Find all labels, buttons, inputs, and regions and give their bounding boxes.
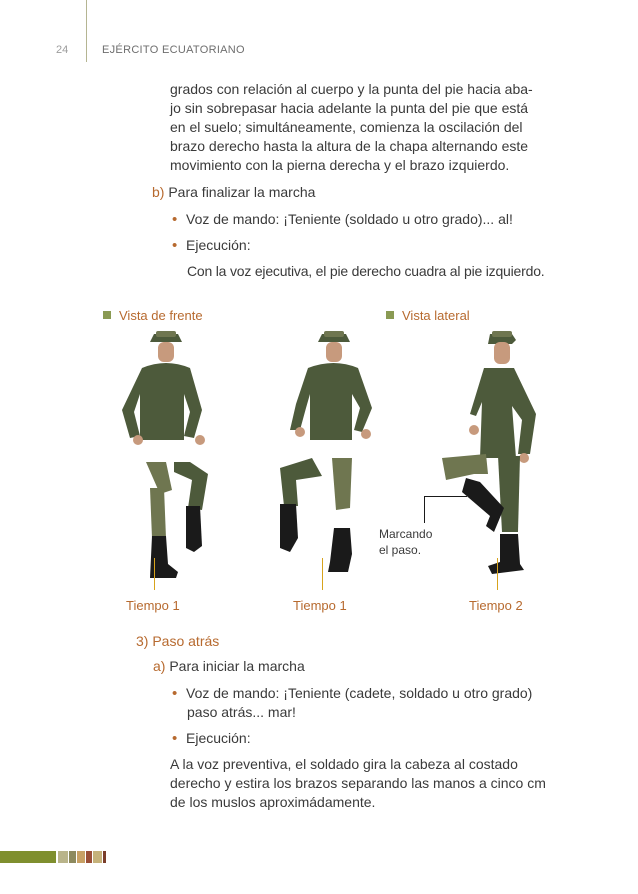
section-3-marker: 3)	[136, 633, 149, 649]
footer-bar-segment	[77, 851, 85, 863]
caption-time-1-b: Tiempo 1	[293, 598, 347, 613]
section-3a-bullet-2	[172, 729, 251, 748]
caption-time-1-a: Tiempo 1	[126, 598, 180, 613]
caption-time-2: Tiempo 2	[469, 598, 523, 613]
step-marker-note	[379, 526, 432, 558]
intro-line: grados con relación al cuerpo y la punta del pie hacia aba-	[170, 81, 533, 97]
header-divider	[86, 0, 87, 62]
section-b-text: Para finalizar la marcha	[168, 184, 316, 200]
intro-line: brazo derecho hasta la altura de la chapa alternando este	[170, 138, 529, 154]
running-header: EJÉRCITO ECUATORIANO	[102, 44, 245, 56]
paragraph-line: A la voz preventiva, el soldado gira la cabeza al costado	[170, 756, 518, 772]
square-bullet-icon	[386, 311, 394, 319]
bullet-text-continued: paso atrás... mar!	[187, 704, 296, 720]
section-b-marker: b)	[152, 184, 165, 200]
paragraph-line: de los muslos aproximádamente.	[170, 794, 376, 810]
soldier-side-figure	[440, 328, 550, 584]
step-marker-connector	[424, 496, 467, 523]
page-number: 24	[56, 44, 69, 56]
soldier-front-figure-1	[120, 328, 220, 584]
footer-bar-segment	[103, 851, 106, 863]
intro-paragraph	[170, 80, 533, 175]
section-3a-bullet-1	[172, 684, 532, 722]
footer-bar-segment	[69, 851, 76, 863]
bullet-text: Voz de mando: ¡Teniente (cadete, soldado u otro grado)	[186, 685, 533, 701]
side-view-label: Vista lateral	[386, 308, 470, 323]
square-bullet-icon	[103, 311, 111, 319]
bullet-text: Voz de mando: ¡Teniente (soldado u otro grado)... al!	[186, 211, 513, 227]
section-3a-paragraph	[170, 755, 546, 812]
bullet-icon: •	[172, 211, 178, 228]
footer-bar-segment	[86, 851, 92, 863]
section-3a-text: Para iniciar la marcha	[169, 658, 305, 674]
bullet-text: Ejecución:	[186, 237, 251, 253]
caption-tick	[322, 558, 323, 590]
front-view-label: Vista de frente	[103, 308, 203, 323]
section-3-heading	[136, 632, 219, 651]
soldier-front-figure-2	[270, 328, 380, 584]
section-b-execution: Con la voz ejecutiva, el pie derecho cuadra al pie izquierdo.	[187, 263, 545, 279]
section-b-heading	[152, 183, 315, 202]
section-3-title: Paso atrás	[152, 633, 220, 649]
paragraph-line: derecho y estira los brazos separando las manos a cinco cm	[170, 775, 546, 791]
intro-line: movimiento con la pierna derecha y el brazo izquierdo.	[170, 157, 510, 173]
section-b-bullet-1	[172, 210, 513, 229]
bullet-text: Ejecución:	[186, 730, 251, 746]
section-3a-marker: a)	[153, 658, 166, 674]
bullet-icon: •	[172, 237, 178, 254]
caption-tick	[154, 558, 155, 590]
intro-line: en el suelo; simultáneamente, comienza la oscilación del	[170, 119, 523, 135]
caption-tick	[497, 558, 498, 590]
note-line: el paso.	[379, 543, 422, 557]
bullet-icon: •	[172, 685, 178, 702]
note-line: Marcando	[379, 527, 433, 541]
section-b-bullet-2	[172, 236, 251, 255]
footer-bar-segment	[93, 851, 102, 863]
footer-bar-segment	[58, 851, 68, 863]
bullet-icon: •	[172, 730, 178, 747]
section-3a-heading	[153, 657, 305, 676]
intro-line: jo sin sobrepasar hacia adelante la punta del pie que está	[170, 100, 529, 116]
footer-bar-main	[0, 851, 56, 863]
